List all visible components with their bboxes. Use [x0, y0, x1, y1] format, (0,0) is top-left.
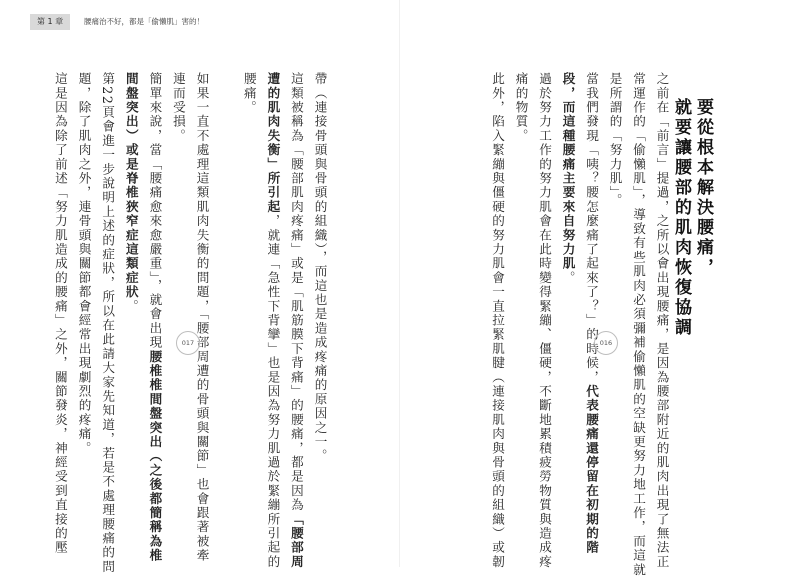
- left-page-column: [171, 72, 184, 143]
- left-page-column: [195, 72, 208, 563]
- right-page-column: [514, 72, 527, 143]
- bold-text: 「腰部周: [288, 512, 304, 570]
- bold-text: 遭的肌肉失衡」所引起: [265, 72, 281, 214]
- left-page-column: [313, 72, 326, 463]
- bold-text: 段，而這種腰痛主要來自努力肌: [560, 72, 576, 271]
- body-text: 連而受損。: [170, 72, 186, 143]
- body-text: 。: [560, 270, 576, 286]
- section-heading-line-2: 就要讓腰部的肌肉恢復協調: [671, 98, 691, 338]
- left-page-column: [101, 72, 114, 574]
- right-page-column: [561, 72, 574, 285]
- body-text: 簡單來說，當「腰痛愈來愈嚴重」，就會出現: [147, 72, 163, 350]
- body-text: 常運作的「偷懶肌」，導致有些肌肉必須彌補偷懶肌的空缺更努力地工作，而這就: [631, 72, 647, 577]
- body-text: 之前在「前言」提過，之所以會出現腰痛，是因為腰部附近的肌肉出現了無法正: [654, 72, 670, 569]
- body-text: 第22頁會進一步說明上述的症狀，所以在此請大家先知道，若是不處理腰痛的問: [100, 72, 116, 575]
- body-text: 這類被稱為「腰部肌肉疼痛」或是「肌筋膜下背痛」的腰痛，都是因為: [288, 72, 304, 513]
- body-text: 帶（連接骨頭與骨頭的組織），而這也是造成疼痛的原因之一。: [312, 72, 328, 464]
- right-page-column: [632, 72, 645, 577]
- body-text: 此外，陷入緊繃與僵硬的努力肌會一直拉緊肌腱（連接肌肉與骨頭的組織）或韌: [490, 72, 506, 569]
- body-text: 這是因為除了前述「努力肌造成的腰痛」之外，關節發炎，神經受到直接的壓: [52, 72, 68, 555]
- gutter: [399, 0, 400, 567]
- body-text: 是所謂的「努力肌」。: [607, 72, 623, 208]
- body-text: 痛的物質。: [513, 72, 529, 143]
- right-page-column: [608, 72, 621, 208]
- left-page-column: [289, 72, 302, 569]
- page-number-left: 017: [176, 331, 200, 355]
- page-number-right: 016: [594, 331, 618, 355]
- right-page-column: [491, 72, 504, 569]
- body-text: 。: [123, 299, 139, 314]
- body-text: 如果一直不處理這類肌肉失衡的問題，「腰部周遭的骨頭與關節」也會跟著被牽: [194, 72, 210, 563]
- running-head: 腰痛治不好，都是「偷懶肌」害的！: [84, 17, 204, 26]
- body-text: 腰痛。: [241, 72, 257, 115]
- right-page-column: [655, 72, 668, 569]
- left-page-column: [124, 72, 137, 313]
- chapter-tab: 第 1 章: [30, 14, 70, 30]
- section-heading-line-1: 要從根本解決腰痛，: [693, 98, 713, 278]
- left-page-column: [266, 72, 279, 569]
- left-page-column: [242, 72, 255, 115]
- bold-text: 代表腰痛還停留在初期的階: [584, 384, 600, 555]
- body-text: 過於努力工作的努力肌會在此時變得緊繃、僵硬，不斷地累積疲勞物質與造成疼: [537, 72, 553, 569]
- bold-text: 間盤突出）或是脊椎狹窄症這類症狀: [123, 72, 139, 300]
- body-text: 當我們發現「咦？腰怎麼痛了起來了？」的時候，: [584, 72, 600, 385]
- left-page-column: [53, 72, 66, 555]
- bold-text: 腰椎椎間盤突出（之後都簡稱為椎: [147, 349, 163, 563]
- body-text: ，就連「急性下背攣」也是因為努力肌過於緊繃所引起的: [265, 214, 281, 569]
- left-page-column: [148, 72, 161, 563]
- body-text: 題，除了肌肉之外，連骨頭與關節都會經常出現劇烈的疼痛。: [76, 72, 92, 456]
- left-page-column: [77, 72, 90, 455]
- right-page-column: [538, 72, 551, 569]
- right-page-column: [585, 72, 598, 555]
